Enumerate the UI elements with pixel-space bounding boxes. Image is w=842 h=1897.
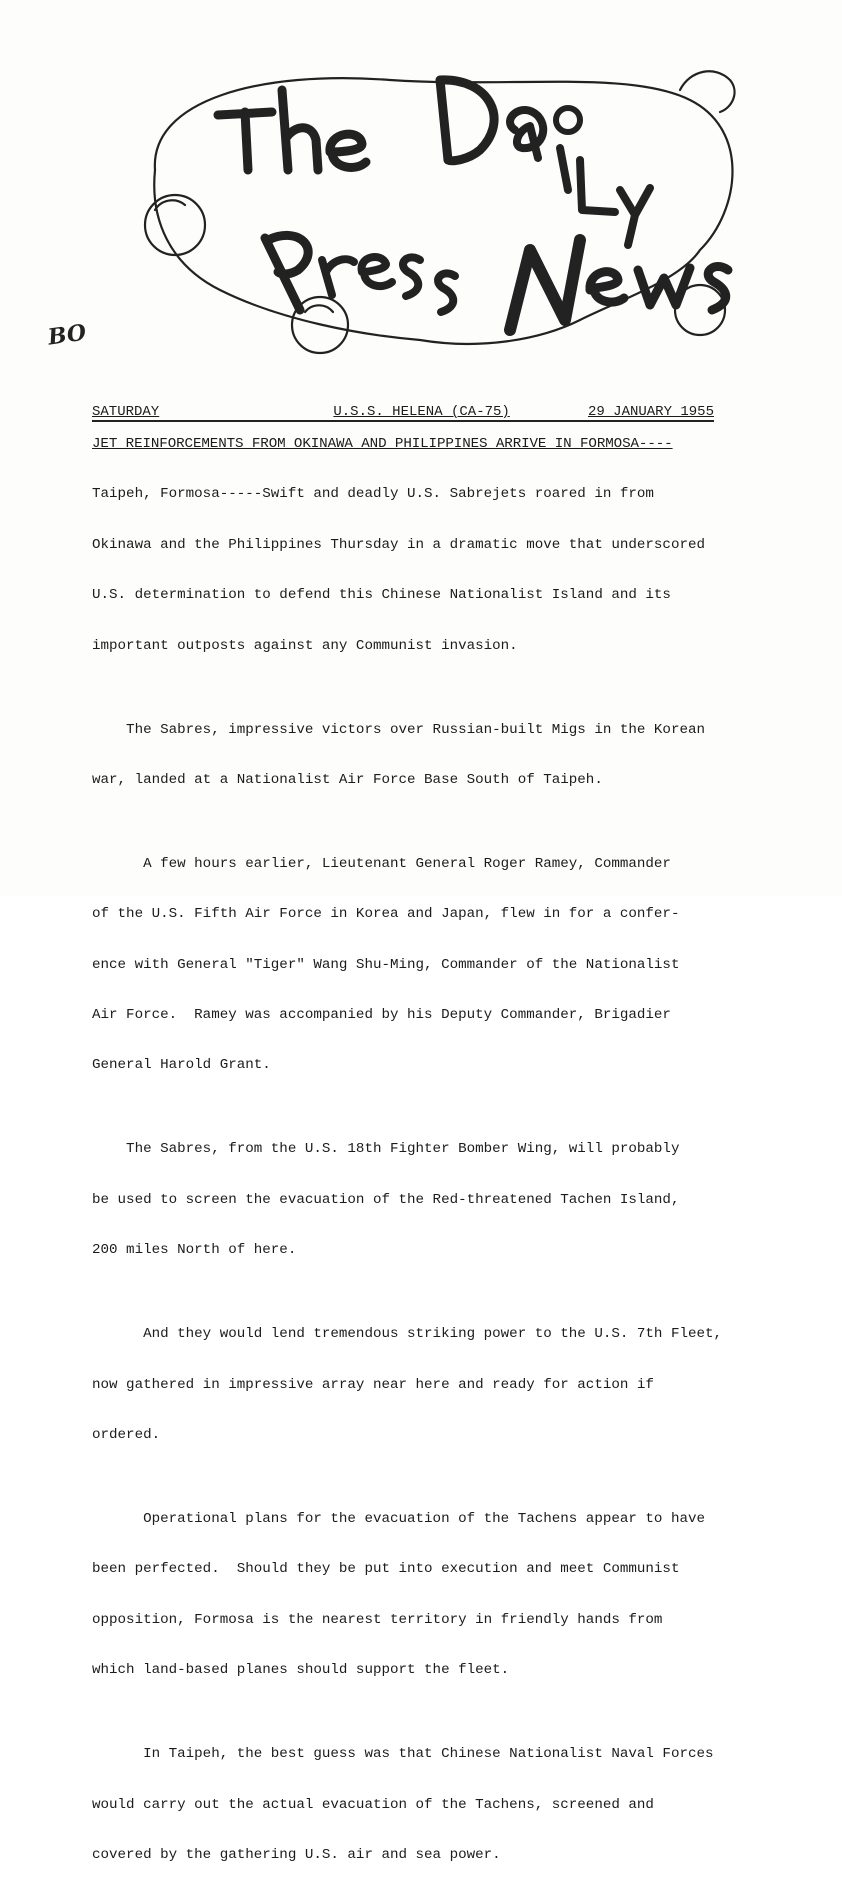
article-line: The Sabres, impressive victors over Russian-built Migs in the Korean [92, 721, 705, 738]
article-paragraph [92, 1477, 792, 1712]
article-line: Operational plans for the evacuation of the Tachens appear to have [92, 1511, 705, 1527]
article-line: In Taipeh, the best guess was that Chinese Nationalist Naval Forces [92, 1746, 714, 1763]
article-headline: JET REINFORCEMENTS FROM OKINAWA AND PHILIPPINES ARRIVE IN FORMOSA---- [92, 436, 673, 452]
article-line: U.S. determination to defend this Chinese Nationalist Island and its [92, 587, 671, 604]
article-line: now gathered in impressive array near here and ready for action if [92, 1376, 654, 1393]
article-line: war, landed at a Nationalist Air Force Base South of Taipeh. [92, 771, 603, 788]
article-paragraph [92, 1108, 792, 1293]
article-line: And they would lend tremendous striking power to the U.S. 7th Fleet, [92, 1326, 723, 1343]
dateline-bar [92, 402, 714, 422]
article-line: opposition, Formosa is the nearest territory in friendly hands from [92, 1611, 663, 1628]
article-line: 200 miles North of here. [92, 1242, 297, 1259]
article-line: The Sabres, from the U.S. 18th Fighter Bomber Wing, will probably [92, 1141, 680, 1158]
article-line: of the U.S. Fifth Air Force in Korea and Japan, flew in for a confer- [92, 906, 680, 923]
article-line: ence with General "Tiger" Wang Shu-Ming, Commander of the Nationalist [92, 956, 680, 973]
article-line: A few hours earlier, Lieutenant General Roger Ramey, Commander [92, 855, 671, 872]
article-line: been perfected. Should they be put into execution and meet Communist [92, 1561, 680, 1578]
article-body [92, 436, 792, 1897]
article-paragraph [92, 688, 792, 822]
article-line: would carry out the actual evacuation of the Tachens, screened and [92, 1796, 654, 1813]
article-line: be used to screen the evacuation of the Red-threatened Tachen Island, [92, 1191, 680, 1208]
article-line: important outposts against any Communist invasion. [92, 637, 518, 654]
article-line: Air Force. Ramey was accompanied by his Deputy Commander, Brigadier [92, 1007, 671, 1024]
article-line: General Harold Grant. [92, 1057, 271, 1074]
dateline-day: SATURDAY [92, 404, 160, 420]
article-line: covered by the gathering U.S. air and sea power. [92, 1846, 501, 1863]
article-paragraph [92, 822, 792, 1108]
dateline-ship: U.S.S. HELENA (CA-75) [333, 404, 510, 420]
dateline-date: 29 JANUARY 1955 [587, 404, 714, 420]
article-paragraph [92, 453, 792, 688]
article-line: ordered. [92, 1427, 161, 1444]
initials-mark: BO [46, 319, 88, 351]
article-paragraph [92, 1713, 792, 1897]
article-paragraph [92, 1293, 792, 1478]
masthead-logo [60, 20, 780, 400]
article-line: Taipeh, Formosa-----Swift and deadly U.S. Sabrejets roared in from [92, 486, 654, 503]
article-line: which land-based planes should support the fleet. [92, 1662, 510, 1679]
article-line: Okinawa and the Philippines Thursday in a dramatic move that underscored [92, 536, 705, 553]
